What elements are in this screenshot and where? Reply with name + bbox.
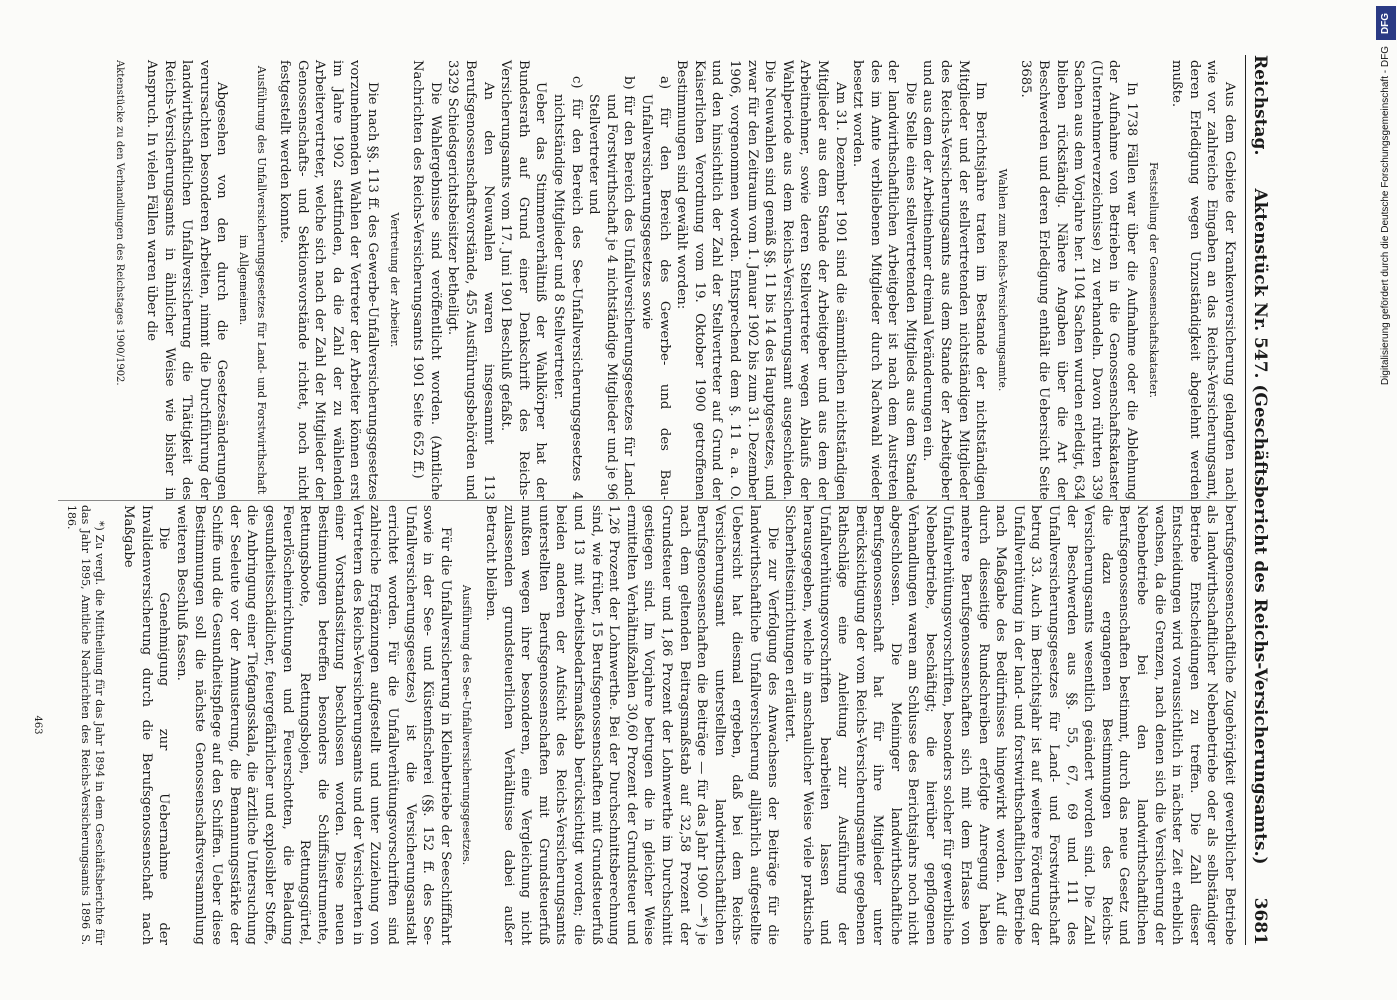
dfg-sidebar [1374,0,1397,1000]
header-page-number: 3681 [1250,897,1270,945]
paragraph: In 1738 Fällen war über die Aufnahme oder die Ablehnung der Aufnahme von Betrieben in die Genossenschaftskataster (Unternehmerverzeichnisse) zu verhandeln. Davon rührten 339 Sachen aus dem Vorjahre her. 1104 Sachen wurden erledigt, 634 blieben rückständig. Nähere Angaben über die Art der Beschwerden und deren Erledigung enthält die Uebersicht Seite 3685. [1018,60,1140,500]
paragraph: Am 31. Dezember 1901 sind die sämmtlichen nichtständigen Mitglieder aus dem Stande der Arbeitgeber und aus dem der Arbeitnehmer, sowie deren Stellvertreter wegen Ablaufs der Wahlperiode aus dem Reichs-Versicherungsamt ausgeschieden. Die Neuwahlen sind gemäß §§. 11 bis 14 des Hauptgesetzes, und zwar für den Zeitraum vom 1. Januar 1902 bis zum 31. Dezember 1906, vorgenommen worden. Entsprechend dem §. 11 a. a. O. und den hinsichtlich der Zahl der Stellvertreter auf Grund der Kaiserlichen Verordnung vom 19. Oktober 1900 getroffenen Bestimmungen sind gewählt worden: [674,60,848,500]
header-left: Reichstag. [1250,55,1270,156]
page-signature: 463 [31,715,43,735]
dfg-credit-text: Digitalisierung gefördert durch die Deutsche Forschungsgemeinschaft - DFG [1380,46,1391,386]
list-item: a) für den Bereich des Gewerbe- und des Bau-Unfallversicherungsgesetzes sowie [639,76,672,500]
page-footer: Aktenstücke zu den Verhandlungen des Reichstages 1900/1902. [114,60,126,386]
footnote: *) Zu vergl. die Mittheilung für das Jahr 1894 in dem Geschäftsberichte für das Jahr 1895, Amtliche Nachrichten des Reichs-Versicherungsamts 1896 S. 186. [64,505,106,945]
paragraph: Die Wahlergebnisse sind veröffentlicht worden. (Amtliche Nachrichten des Reichs-Versicherungsamts 1901 Seite 652 ff.) [410,60,443,500]
section-heading: Ausführung des Unfallversicherungsgesetzes für Land- und Forstwirthschaft im Allgemeinen. [236,65,268,495]
section-heading: Vertretung der Arbeiter. [387,212,401,348]
section-heading: Ausführung des See-Unfallversicherungsgesetzes. [460,584,474,866]
list-item: c) für den Bereich des See-Unfallversicherungsgesetzes 4 nichtständige Mitglieder und 8 Stellvertreter. [551,76,584,500]
dfg-logo: DFG [1376,6,1396,40]
paragraph: Im Berichtsjahre traten im Bestande der nichtständigen Mitglieder und der stellvertretenden nichtständigen Mitglieder des Reichs-Versicherungsamts aus dem Stande der Arbeitgeber und aus dem der Arbeitnehmer dreimal Veränderungen ein. [920,60,989,500]
paragraph: Ueber das Stimmenverhältniß der Wahlkörper hat der Bundesrath auf Grund einer Denkschrift des Reichs-Versicherungsamts vom 17. Juni 1901 Beschluß gefaßt. [498,60,549,500]
paragraph: Die Stelle eines stellvertretenden Mitglieds aus dem Stande der landwirthschaftlichen Arbeitgeber ist nach dem Austreten des im Amte verbliebenen Mitglieder durch Nachwahl wieder besetzt worden. [850,60,918,500]
section-heading: Wahlen zum Reichs-Versicherungsamte. [995,168,1009,392]
list-item: b) für den Bereich des Unfallversicherungsgesetzes für Land- und Forstwirthschaft je 4 nichtständige Mitglieder und je 96 Stellvertreter und [586,76,637,500]
left-column [58,60,1238,500]
paragraph: Abgesehen von den durch die Gesetzesänderungen verursachten besonderen Arbeiten, nimmt die Durchführung der landwirthschaftlichen Unfallversicherung die Thätigkeit des Reichs-Versicherungsamts in ähnlicher Weise wie bisher in Anspruch. In vielen Fällen waren über die [143,60,230,500]
right-column [31,505,1238,945]
paragraph: Aus dem Gebiete der Krankenversicherung gelangten nach wie vor zahlreiche Eingaben an das Reichs-Versicherungsamt, deren Erledigung wegen Unzuständigkeit abgelehnt werden mußte. [1169,60,1237,500]
paragraph: Die zur Verfolgung des Anwachsens der Beiträge für die landwirthschaftliche Unfallversicherung alljährlich aufgestellte Uebersicht hat diesmal ergeben, daß bei dem Reichs-Versicherungsamt unterstellten landwirthschaftlichen Berufsgenossenschaften die Beiträge — für das Jahr 1900 —*) je nach dem geltenden Beitragsmaßstab auf 32,58 Prozent der Grundsteuer und 1,86 Prozent der Lohnwerthe im Durchschnitt gestiegen sind. Im Vorjahre betrugen die in gleicher Weise ermittelten Verhältnißzahlen 30,60 Prozent der Grundsteuer und 1,26 Prozent der Lohnwerthe. Bei der Durchschnittsberechnung sind, wie früher, 15 Berufsgenossenschaften mit Grundsteuerfuß und 13 mit Arbeitsbedarfsmaßstab berücksichtigt worden; die beiden anderen der Aufsicht des Reichs-Versicherungsamts unterstellten Berufsgenossenschaften mit Grundsteuerfuß mußten wegen ihrer besonderen, eine Vergleichung nicht zulassenden grundsteuerlichen Verhältnisse dabei außer Betracht bleiben. [483,505,780,945]
page-header [1245,55,1290,945]
paragraph: Die Genehmigung zur Uebernahme der Invalidenversicherung durch die Berufsgenossenschaft nach Maßgabe [121,505,172,945]
section-heading: Feststellung der Genossenschaftskataster. [1146,161,1160,399]
paragraph: Für die Unfallversicherung in Kleinbetriebe der Seeschifffahrt sowie in der See- und Küstenfischerei (§§. 152 ff. des See-Unfallversicherungsgesetzes) ist die Versicherungsanstalt errichtet worden. Für die Unfallverhütungsvorschriften sind zahlreiche Ergänzungen aufgestellt und unter Zuziehung von Vertretern des Reichs-Versicherungsamts und der Versicherten in einer Vorstandssitzung beschlossen worden. Diese neuen Bestimmungen betreffen besonders die Schiffsinstrumente, Rettungsboote, Rettungsbojen, Rettungsgürtel, Feuerlöscheinrichtungen und Feuerschotten, die Beladung gesundheitsschädlicher, feuergefährlicher und explosibler Stoffe, die Anbringung einer Tiefgangsskala, die ärztliche Untersuchung der Seeleute vor der Anmusterung, die Bemannungsstärke der Schiffe und die Gesundheitspflege auf den Schiffen. Ueber diese Bestimmungen soll die nächste Genossenschaftsversammlung weiteren Beschluß fassen. [173,505,453,945]
paragraph: berufsgenossenschaftliche Zugehörigkeit gewerblicher Betriebe als landwirthschaftlicher Nebenbetriebe oder als selbständiger Betriebe Entscheidungen zu treffen. Die Zahl dieser Entscheidungen wird voraussichtlich in nächster Zeit erheblich wachsen, da die Grenzen, nach denen sich die Versicherung der Nebenbetriebe bei den landwirthschaftlichen Berufsgenossenschaften bestimmt, durch das neue Gesetz und die dazu ergangenen Bestimmungen des Reichs-Versicherungsamts wesentlich geändert worden sind. Die Zahl der Beschwerden aus §§. 55, 67, 69 und 111 des Unfallversicherungsgesetzes für Land- und Forstwirthschaft betrug 33. Auch im Berichtsjahr ist auf weitere Förderung der Unfallverhütung in der land- und forstwirthschaftlichen Betriebe nach Maßgabe des Bedürfnisses hingewirkt worden. Auf die durch diesseitige Rundschreiben erfolgte Anregung haben mehrere Berufsgenossenschaften sich mit dem Erlasse von Unfallverhütungsvorschriften, besonders solcher für gewerbliche Nebenbetriebe, beschäftigt; die hierüber gepflogenen Verhandlungen waren am Schlusse des Berichtsjahrs noch nicht abgeschlossen. Die Meininger landwirthschaftliche Berufsgenossenschaft hat für ihre Mitglieder unter Berücksichtigung der vom Reichs-Versicherungsamte gegebenen Rathschläge eine Anleitung zur Ausführung der Unfallverhütungsvorschriften bearbeiten lassen und herausgegeben, welche in anschaulicher Weise viele praktische Sicherheitseinrichtungen erläutert. [782,505,1237,945]
paragraph: Die nach §§. 113 ff. des Gewerbe-Unfallversicherungsgesetzes vorzunehmenden Wahlen der Vertreter der Arbeiter können erst im Jahre 1902 stattfinden, da die Zahl der zu wählenden Arbeitervertreter, welche sich nach der Zahl der Mitglieder der Genossenschafts- und Sektionsvorstände richtet, noch nicht festgestellt werden konnte. [277,60,381,500]
header-title: Aktenstück Nr. 547. (Geschäftsbericht des Reichs-Versicherungsamts.) [1250,188,1270,865]
paragraph: An den Neuwahlen waren insgesammt 113 Berufsgenossenschaftsvorstände, 455 Ausführungsbehörden und 3329 Schiedsgerichtsbeisitzer betheiligt. [445,60,496,500]
column-divider [58,500,1238,501]
